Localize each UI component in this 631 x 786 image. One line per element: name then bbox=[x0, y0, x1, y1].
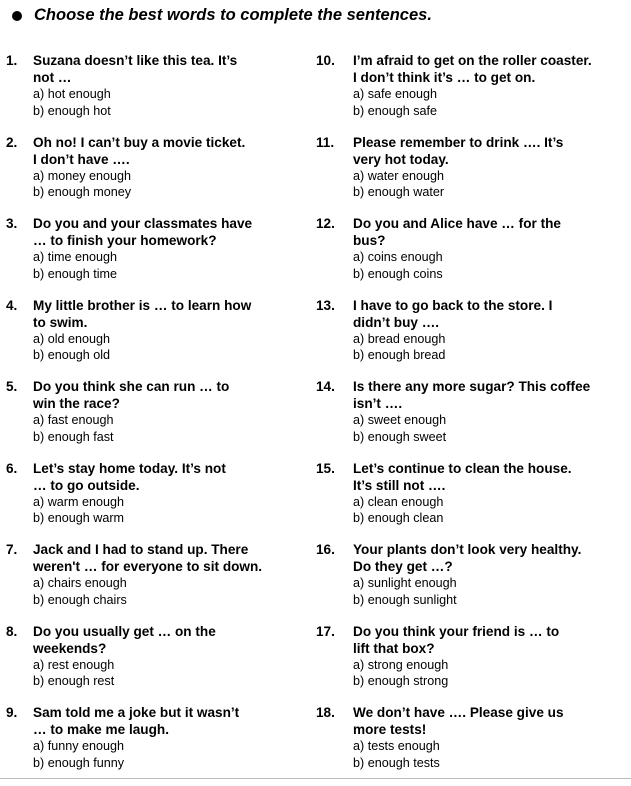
option-a: a) rest enough bbox=[33, 657, 115, 672]
question-text: Let’s stay home today. It’s not … to go outside. bbox=[33, 460, 226, 493]
question-text: Oh no! I can’t buy a movie ticket. I don’t have …. bbox=[33, 134, 246, 167]
question-5 bbox=[6, 378, 304, 460]
option-a: a) chairs enough bbox=[33, 576, 127, 590]
option-b: b) enough warm bbox=[33, 511, 125, 525]
option-b: b) enough water bbox=[353, 185, 445, 199]
question-text: Is there any more sugar? This coffee isn’t …. bbox=[353, 379, 591, 411]
question-number: 15. bbox=[316, 460, 335, 476]
question-number: 8. bbox=[6, 623, 18, 639]
question-2 bbox=[6, 134, 304, 216]
question-9 bbox=[6, 704, 304, 786]
question-number: 12. bbox=[316, 216, 335, 231]
option-b: b) enough sweet bbox=[353, 429, 447, 444]
option-a: a) funny enough bbox=[33, 739, 125, 753]
question-number: 14. bbox=[316, 379, 335, 394]
question-text: Please remember to drink …. It’s very hot today. bbox=[353, 134, 564, 167]
option-b: b) enough sunlight bbox=[353, 592, 457, 607]
option-a: a) warm enough bbox=[33, 494, 125, 509]
question-number: 13. bbox=[316, 297, 335, 313]
question-text: Let’s continue to clean the house. It’s still not …. bbox=[353, 460, 572, 493]
option-b: b) enough chairs bbox=[33, 592, 127, 607]
question-18 bbox=[316, 704, 628, 786]
question-text: Jack and I had to stand up. There weren't … for everyone to sit down. bbox=[33, 542, 263, 574]
question-number: 2. bbox=[6, 134, 18, 150]
right-question-column bbox=[316, 52, 628, 786]
question-text: We don’t have …. Please give us more tests! bbox=[353, 705, 564, 737]
option-b: b) enough coins bbox=[353, 266, 443, 281]
question-7 bbox=[6, 541, 304, 623]
option-b: b) enough money bbox=[33, 185, 132, 199]
option-a: a) time enough bbox=[33, 250, 118, 264]
option-a: a) water enough bbox=[353, 168, 445, 183]
question-13 bbox=[316, 297, 628, 379]
left-question-column bbox=[6, 52, 304, 786]
option-b: b) enough tests bbox=[353, 755, 440, 770]
question-number: 9. bbox=[6, 705, 18, 720]
question-text: Do you usually get … on the weekends? bbox=[33, 623, 216, 656]
option-b: b) enough strong bbox=[353, 674, 449, 688]
option-b: b) enough hot bbox=[33, 103, 111, 118]
question-text: Do you think she can run … to win the race? bbox=[33, 379, 230, 411]
option-b: b) enough rest bbox=[33, 674, 115, 688]
bullet-icon bbox=[12, 11, 22, 21]
question-15 bbox=[316, 460, 628, 542]
question-text: Do you think your friend is … to lift that box? bbox=[353, 623, 560, 656]
option-a: a) old enough bbox=[33, 331, 111, 346]
question-3 bbox=[6, 215, 304, 297]
option-b: b) enough funny bbox=[33, 755, 125, 770]
question-number: 10. bbox=[316, 53, 335, 68]
option-a: a) safe enough bbox=[353, 87, 438, 101]
option-a: a) fast enough bbox=[33, 413, 114, 427]
question-number: 7. bbox=[6, 542, 18, 557]
option-b: b) enough time bbox=[33, 266, 118, 281]
option-a: a) clean enough bbox=[353, 494, 444, 509]
question-number: 3. bbox=[6, 216, 18, 231]
option-a: a) money enough bbox=[33, 168, 132, 183]
question-text: Your plants don’t look very healthy. Do they get …? bbox=[353, 542, 582, 574]
question-number: 1. bbox=[6, 53, 18, 68]
question-text: Do you and your classmates have … to finish your homework? bbox=[33, 216, 253, 248]
worksheet-header bbox=[12, 6, 432, 25]
question-14 bbox=[316, 378, 628, 460]
page-bottom-divider bbox=[0, 778, 631, 779]
question-10 bbox=[316, 52, 628, 134]
question-16 bbox=[316, 541, 628, 623]
question-11 bbox=[316, 134, 628, 216]
question-text: Suzana doesn’t like this tea. It’s not … bbox=[33, 53, 238, 85]
option-a: a) tests enough bbox=[353, 739, 440, 753]
question-number: 6. bbox=[6, 460, 18, 476]
option-b: b) enough safe bbox=[353, 103, 438, 118]
question-text: I have to go back to the store. I didn’t buy …. bbox=[353, 297, 553, 330]
question-text: I’m afraid to get on the roller coaster. I don’t think it’s … to get on. bbox=[353, 53, 592, 85]
question-number: 18. bbox=[316, 705, 335, 720]
question-number: 4. bbox=[6, 297, 18, 313]
option-a: a) bread enough bbox=[353, 331, 446, 346]
option-b: b) enough bread bbox=[353, 348, 446, 362]
option-a: a) sweet enough bbox=[353, 413, 447, 427]
option-a: a) hot enough bbox=[33, 87, 111, 101]
option-b: b) enough clean bbox=[353, 511, 444, 525]
question-text: Do you and Alice have … for the bus? bbox=[353, 216, 561, 248]
option-b: b) enough fast bbox=[33, 429, 114, 444]
question-4 bbox=[6, 297, 304, 379]
question-17 bbox=[316, 623, 628, 705]
instruction-text: Choose the best words to complete the sentences. bbox=[34, 6, 432, 24]
option-a: a) coins enough bbox=[353, 250, 443, 264]
question-text: My little brother is … to learn how to swim. bbox=[33, 297, 252, 330]
question-12 bbox=[316, 215, 628, 297]
option-a: a) sunlight enough bbox=[353, 576, 457, 590]
option-a: a) strong enough bbox=[353, 657, 449, 672]
question-number: 17. bbox=[316, 623, 335, 639]
question-number: 11. bbox=[316, 134, 335, 150]
question-6 bbox=[6, 460, 304, 542]
option-b: b) enough old bbox=[33, 348, 111, 362]
question-8 bbox=[6, 623, 304, 705]
question-1 bbox=[6, 52, 304, 134]
question-number: 16. bbox=[316, 542, 335, 557]
question-number: 5. bbox=[6, 379, 18, 394]
question-text: Sam told me a joke but it wasn’t … to make me laugh. bbox=[33, 705, 240, 737]
